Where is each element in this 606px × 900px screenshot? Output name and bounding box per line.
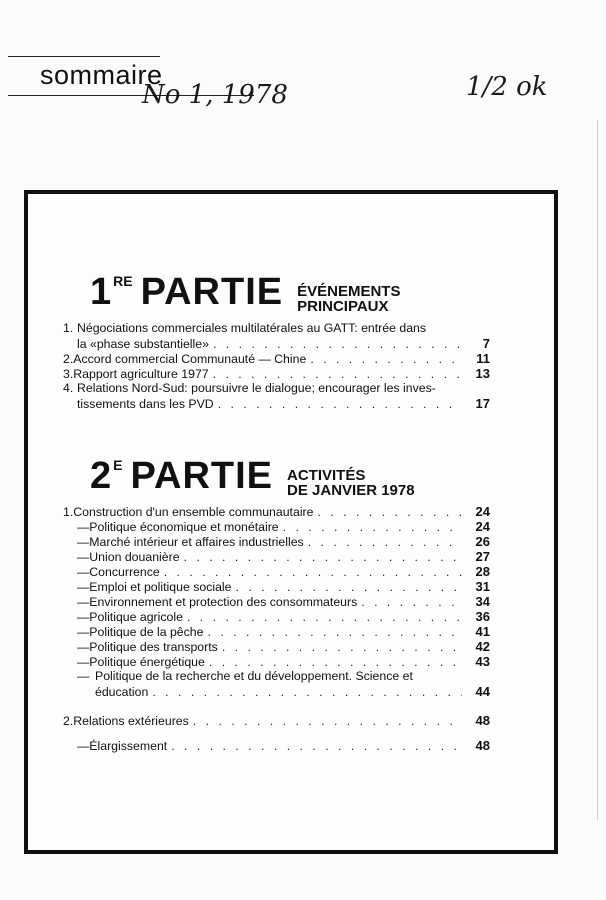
page-number: 11 [476, 351, 490, 366]
list-item [63, 549, 490, 564]
dash: — [77, 550, 90, 564]
page-number: 48 [475, 713, 490, 728]
handwritten-note: 1/2 ok [466, 72, 548, 102]
part1-word: PARTIE [140, 271, 284, 313]
item-text: Emploi et politique sociale [89, 580, 232, 594]
dash: — [77, 595, 90, 609]
header-top-rule [8, 56, 160, 57]
list-item [63, 351, 490, 366]
page-number: 17 [475, 396, 490, 411]
item-text: Politique de la recherche et du développement. Science et [95, 669, 413, 683]
list-item [63, 534, 490, 549]
list-item [63, 669, 490, 684]
list-item-continuation [63, 336, 490, 351]
dash: — [77, 565, 90, 579]
page-number: 42 [475, 639, 490, 654]
leader-dots [171, 739, 462, 754]
leader-dots [152, 685, 462, 700]
item-text: Concurrence [89, 565, 160, 579]
dash: — [77, 655, 90, 669]
dash: — [77, 610, 90, 624]
item-text: tissements dans les PVD [77, 397, 214, 411]
item-text: Politique des transports [89, 640, 218, 654]
item-text: Marché intérieur et affaires industrielles [89, 535, 304, 549]
part2-subtitle [287, 468, 415, 498]
part1-number: 1 [90, 271, 112, 313]
leader-dots [213, 367, 462, 382]
list-item [63, 654, 490, 669]
item-number: 1. [63, 321, 74, 335]
page-number: 41 [475, 624, 490, 639]
item-number: 4. [63, 381, 74, 395]
part2-suffix: E [113, 457, 123, 473]
page-number: 28 [475, 564, 490, 579]
leader-dots [317, 505, 462, 520]
page-number: 43 [475, 654, 490, 669]
item-text: éducation [95, 685, 149, 699]
page-number: 31 [475, 579, 490, 594]
page-number: 7 [482, 336, 490, 351]
leader-dots [310, 352, 462, 367]
part2-list [63, 504, 490, 753]
page-number: 24 [475, 519, 490, 534]
list-item [63, 609, 490, 624]
page-number: 26 [475, 534, 490, 549]
part1-suffix: RE [113, 273, 133, 289]
page-number: 36 [475, 609, 490, 624]
list-item [63, 519, 490, 534]
list-item-continuation [63, 684, 490, 699]
item-number: 3. [63, 367, 74, 381]
dash: — [77, 580, 90, 594]
item-number: 2. [63, 714, 74, 728]
page-number: 48 [475, 738, 490, 753]
item-number: 1. [63, 505, 74, 519]
list-item [63, 624, 490, 639]
dash: — [77, 640, 90, 654]
leader-dots [193, 714, 462, 729]
page-number: 27 [475, 549, 490, 564]
item-text: Accord commercial Communauté — Chine [73, 352, 307, 366]
list-item [63, 738, 490, 753]
item-text: Relations extérieures [73, 714, 189, 728]
section-heading [63, 504, 490, 519]
item-text: Rapport agriculture 1977 [73, 367, 209, 381]
leader-dots [222, 640, 462, 655]
item-text: Élargissement [89, 739, 168, 753]
leader-dots [235, 580, 462, 595]
list-item-continuation [63, 396, 490, 411]
list-item [63, 381, 490, 396]
section-heading [63, 713, 490, 728]
part1-heading [90, 273, 400, 322]
list-item [63, 366, 490, 381]
part1-subtitle-line1: ÉVÉNEMENTS [297, 283, 401, 300]
part2-heading [90, 457, 415, 506]
leader-dots [164, 565, 462, 580]
leader-dots [184, 550, 462, 565]
item-text: Politique énergétique [89, 655, 205, 669]
leader-dots [218, 397, 462, 412]
leader-dots [207, 625, 462, 640]
list-item [63, 639, 490, 654]
item-text: la «phase substantielle» [77, 337, 209, 351]
part1-subtitle [297, 284, 400, 314]
part1-subtitle-line2: PRINCIPAUX [297, 298, 389, 315]
item-text: Environnement et protection des consommateurs [89, 595, 358, 609]
dash: — [77, 669, 90, 683]
leader-dots [187, 610, 462, 625]
item-text: Construction d'un ensemble communautaire [73, 505, 314, 519]
dash: — [77, 520, 90, 534]
item-text: Union douanière [89, 550, 180, 564]
item-number: 2. [63, 352, 74, 366]
dash: — [77, 625, 90, 639]
item-text: Politique de la pêche [89, 625, 204, 639]
leader-dots [361, 595, 462, 610]
handwritten-issue-number: No 1, 1978 [142, 80, 288, 110]
scan-edge [597, 120, 598, 820]
leader-dots [308, 535, 462, 550]
dash: — [77, 535, 90, 549]
list-item [63, 579, 490, 594]
part1-list [63, 321, 490, 411]
page-title: sommaire [40, 60, 163, 90]
part2-subtitle-line1: ACTIVITÉS [287, 467, 366, 484]
item-text: Relations Nord-Sud: poursuivre le dialogue; encourager les inves- [77, 381, 436, 395]
part2-word: PARTIE [130, 455, 274, 497]
page-number: 13 [475, 366, 490, 381]
list-item [63, 564, 490, 579]
page-number: 34 [475, 594, 490, 609]
part2-subtitle-line2: DE JANVIER 1978 [287, 482, 415, 499]
list-item [63, 594, 490, 609]
page-number: 24 [475, 504, 490, 519]
part2-number: 2 [90, 455, 112, 497]
list-item [63, 321, 490, 336]
item-text: Politique agricole [89, 610, 183, 624]
page-number: 44 [475, 684, 490, 699]
leader-dots [213, 337, 462, 352]
dash: — [77, 739, 90, 753]
item-text: Politique économique et monétaire [89, 520, 279, 534]
item-text: Négociations commerciales multilatérales au GATT: entrée dans [77, 321, 427, 335]
leader-dots [283, 520, 462, 535]
leader-dots [209, 655, 462, 670]
